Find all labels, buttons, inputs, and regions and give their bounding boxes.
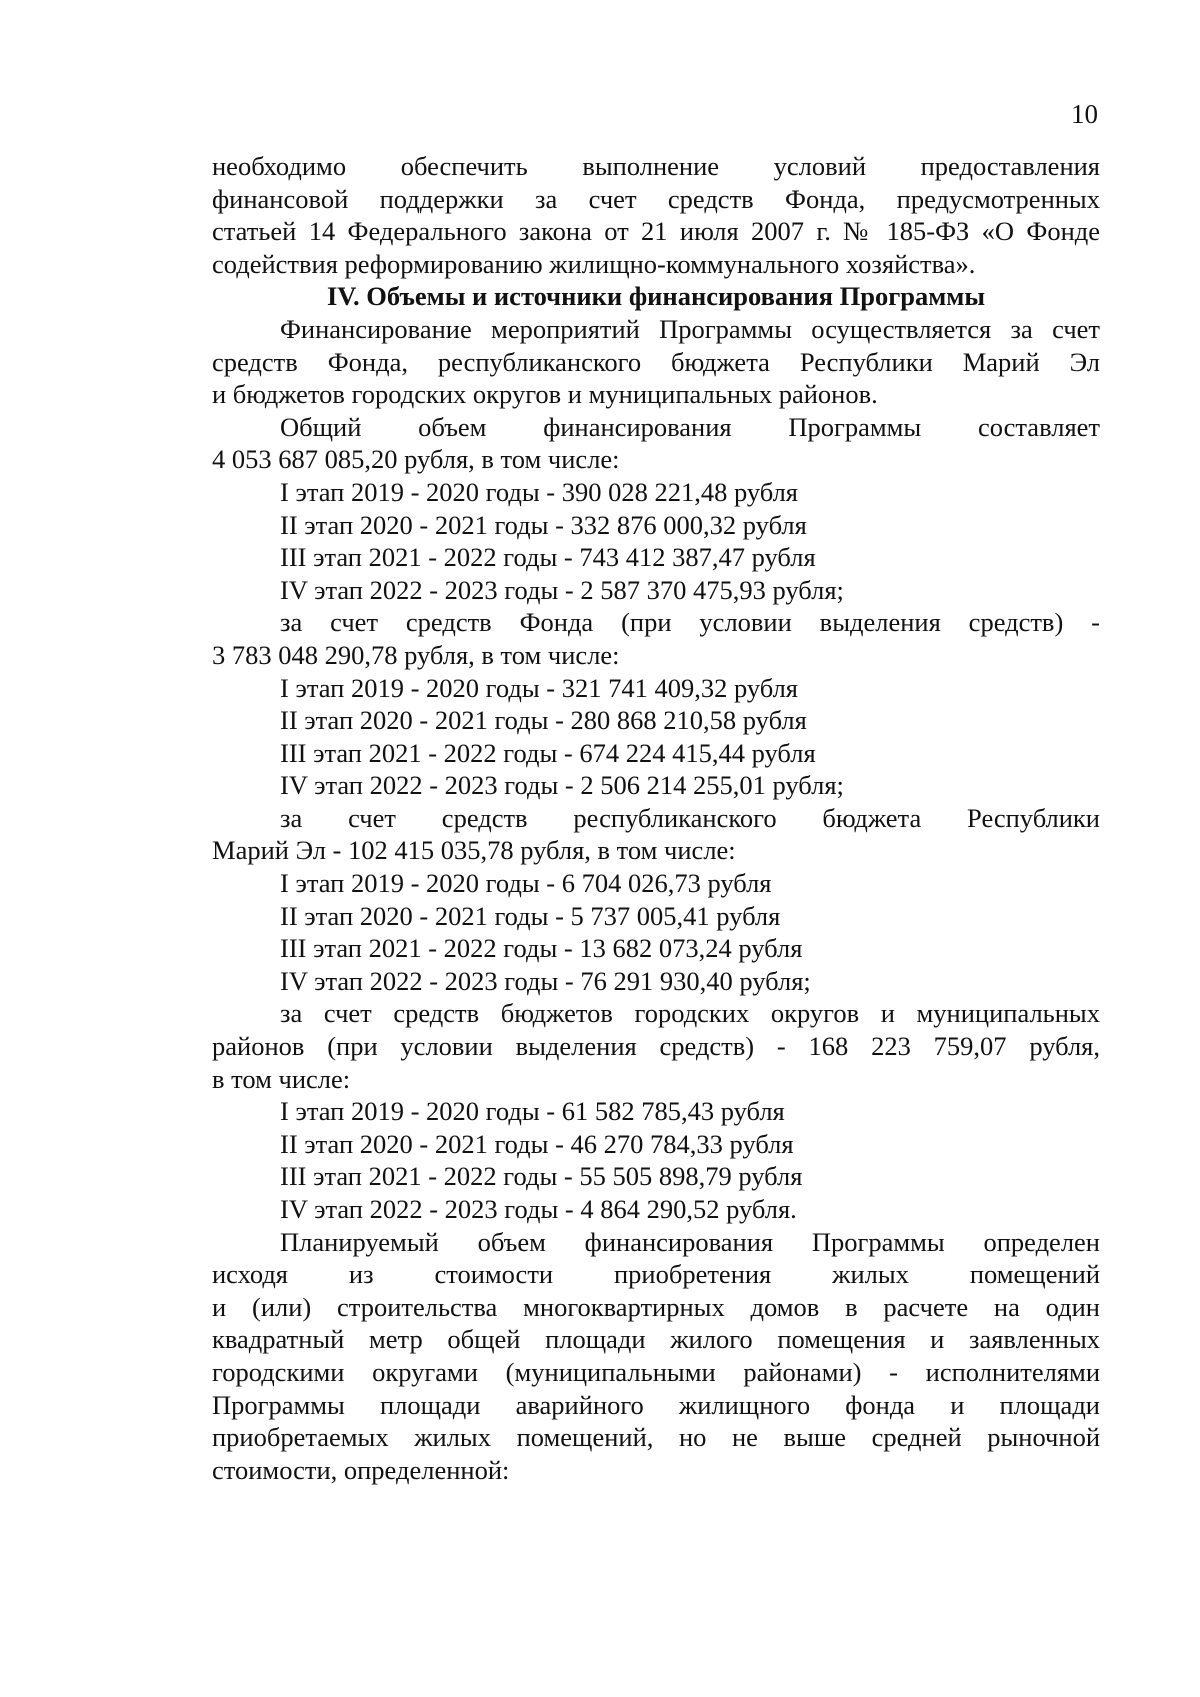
republic-paragraph	[212, 802, 1100, 867]
text-line: за счет средств бюджетов городских округов и муниципальных	[280, 998, 1100, 1029]
page-number: 10	[1071, 99, 1098, 129]
text-line: Марий Эл - 102 415 035,78 рубля, в том числе:	[212, 835, 736, 866]
total-stages	[212, 476, 1100, 606]
fund-stages	[212, 672, 1100, 802]
stage-line: II этап 2020 - 2021 годы - 5 737 005,41 рубля	[280, 900, 781, 931]
municipal-paragraph	[212, 997, 1100, 1095]
stage-line: IV этап 2022 - 2023 годы - 4 864 290,52 рубля.	[280, 1194, 797, 1224]
stage-line: I этап 2019 - 2020 годы - 61 582 785,43 рубля	[280, 1096, 785, 1127]
fund-paragraph	[212, 606, 1100, 671]
text-line: стоимости, определенной:	[212, 1454, 510, 1485]
stage-line: IV этап 2022 - 2023 годы - 2 506 214 255,01 рубля;	[280, 770, 844, 801]
text-line: средств Фонда, республиканского бюджета Республики Марий Эл	[212, 346, 1100, 377]
intro-paragraph	[212, 150, 1100, 280]
text-line: и бюджетов городских округов и муниципальных районов.	[212, 379, 878, 410]
text-line: статьей 14 Федерального закона от 21 июля 2007 г. № 185-ФЗ «О Фонде	[212, 216, 1100, 247]
stage-line: IV этап 2022 - 2023 годы - 76 291 930,40 рубля;	[280, 965, 811, 996]
section-heading: IV. Объемы и источники финансирования Программы	[326, 281, 986, 312]
republic-stages	[212, 867, 1100, 997]
stage-line: III этап 2021 - 2022 годы - 13 682 073,24 рубля	[280, 933, 803, 964]
text-line: за счет средств республиканского бюджета Республики	[280, 802, 1100, 833]
text-line: необходимо обеспечить выполнение условий предоставления	[212, 151, 1100, 181]
text-line: районов (при условии выделения средств) - 168 223 759,07 рубля,	[212, 1031, 1100, 1062]
text-line: Программы площади аварийного жилищного фонда и площади	[212, 1389, 1100, 1420]
text-line: Планируемый объем финансирования Программы определен	[280, 1226, 1100, 1257]
text-line: содействия реформированию жилищно-коммунального хозяйства».	[212, 248, 976, 279]
stage-line: I этап 2019 - 2020 годы - 6 704 026,73 рубля	[280, 868, 772, 899]
stage-line: III этап 2021 - 2022 годы - 55 505 898,79 рубля	[280, 1161, 803, 1192]
text-line: городскими округами (муниципальными районами) - исполнителями	[212, 1356, 1100, 1387]
text-line: Финансирование мероприятий Программы осуществляется за счет	[280, 313, 1100, 344]
document-body	[212, 150, 1100, 1486]
text-line: Общий объем финансирования Программы составляет	[280, 411, 1100, 442]
text-line: финансовой поддержки за счет средств Фонда, предусмотренных	[212, 183, 1100, 214]
text-line: в том числе:	[212, 1063, 351, 1094]
stage-line: III этап 2021 - 2022 годы - 674 224 415,44 рубля	[280, 737, 816, 768]
text-line: и (или) строительства многоквартирных домов в расчете на один	[212, 1291, 1100, 1322]
text-line: 3 783 048 290,78 рубля, в том числе:	[212, 639, 620, 670]
text-line: приобретаемых жилых помещений, но не выше средней рыночной	[212, 1422, 1100, 1453]
financing-paragraph	[212, 313, 1100, 411]
municipal-stages	[212, 1095, 1100, 1225]
stage-line: IV этап 2022 - 2023 годы - 2 587 370 475,93 рубля;	[280, 574, 844, 605]
text-line: за счет средств Фонда (при условии выделения средств) -	[280, 607, 1100, 638]
stage-line: II этап 2020 - 2021 годы - 332 876 000,32 рубля	[280, 509, 807, 540]
stage-line: I этап 2019 - 2020 годы - 390 028 221,48 рубля	[280, 476, 798, 507]
stage-line: II этап 2020 - 2021 годы - 46 270 784,33 рубля	[280, 1128, 794, 1159]
stage-line: III этап 2021 - 2022 годы - 743 412 387,47 рубля	[280, 542, 816, 573]
text-line: исходя из стоимости приобретения жилых помещений	[212, 1259, 1100, 1290]
stage-line: II этап 2020 - 2021 годы - 280 868 210,58 рубля	[280, 705, 807, 736]
total-paragraph	[212, 411, 1100, 476]
text-line: квадратный метр общей площади жилого помещения и заявленных	[212, 1324, 1100, 1355]
planned-paragraph	[212, 1226, 1100, 1487]
stage-line: I этап 2019 - 2020 годы - 321 741 409,32 рубля	[280, 672, 798, 703]
text-line: 4 053 687 085,20 рубля, в том числе:	[212, 444, 620, 475]
